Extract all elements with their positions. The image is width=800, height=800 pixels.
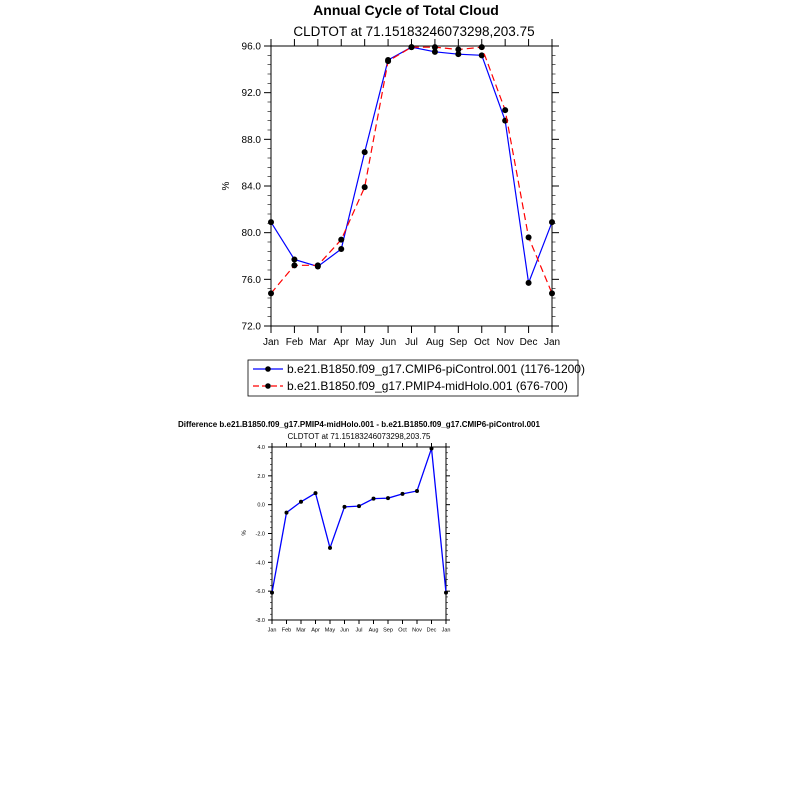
data-point [479, 52, 485, 58]
x-tick-label: Jan [441, 627, 451, 634]
data-point [268, 219, 274, 225]
data-point [314, 491, 318, 495]
data-point [338, 237, 344, 243]
data-point [409, 44, 415, 50]
data-point [343, 505, 347, 509]
x-tick-label: May [324, 627, 336, 634]
data-point [291, 262, 297, 268]
plot-frame [272, 447, 446, 620]
y-tick-label: 76.0 [241, 274, 261, 286]
x-tick-label: Apr [311, 627, 320, 634]
data-point [362, 149, 368, 155]
series-line-0 [272, 448, 446, 592]
data-point [372, 497, 376, 501]
y-tick-label: 4.0 [257, 444, 265, 451]
x-tick-label: Dec [519, 337, 538, 348]
series-line-1 [271, 47, 552, 293]
data-point [430, 446, 434, 450]
x-tick-label: May [355, 337, 375, 348]
data-point [432, 44, 438, 50]
y-tick-label: 88.0 [241, 134, 261, 146]
x-tick-label: Nov [412, 627, 422, 634]
data-point [526, 234, 532, 240]
data-point [270, 591, 274, 595]
y-tick-label: 2.0 [257, 473, 265, 480]
data-point [338, 246, 344, 252]
data-point [362, 184, 368, 190]
diff-subtitle: CLDTOT at 71.15183246073298,203.75 [287, 432, 431, 441]
y-tick-label: 84.0 [241, 181, 261, 193]
y-tick-label: -4.0 [255, 560, 265, 567]
y-tick-label: 72.0 [241, 321, 261, 333]
y-tick-label: -8.0 [255, 617, 265, 624]
y-tick-label: -6.0 [255, 589, 265, 596]
y-tick-label: 92.0 [241, 88, 261, 100]
data-point [268, 290, 274, 296]
x-tick-label: Aug [426, 337, 444, 348]
y-tick-label: 80.0 [241, 228, 261, 240]
x-tick-label: Jan [543, 337, 561, 348]
legend-marker-control [265, 366, 271, 372]
x-tick-label: Jan [267, 627, 277, 634]
data-point [385, 58, 391, 64]
main-ylabel: % [221, 181, 232, 191]
legend-marker-midholo [265, 383, 271, 389]
data-point [455, 47, 461, 53]
x-tick-label: Jul [405, 337, 418, 348]
data-point [357, 504, 361, 508]
data-point [315, 262, 321, 268]
x-tick-label: Jun [380, 337, 397, 348]
y-tick-label: 96.0 [241, 41, 261, 53]
x-tick-label: Dec [426, 627, 437, 634]
data-point [549, 219, 555, 225]
series-line-0 [271, 47, 552, 283]
data-point [328, 546, 332, 550]
main-title: Annual Cycle of Total Cloud [313, 2, 499, 18]
data-point [291, 257, 297, 263]
legend [248, 360, 585, 396]
x-tick-label: Jul [355, 627, 363, 634]
x-tick-label: Sep [383, 627, 393, 634]
y-tick-label: 0.0 [257, 502, 265, 509]
x-tick-label: Aug [368, 627, 379, 634]
x-tick-label: Jun [340, 627, 349, 634]
data-point [386, 496, 390, 500]
diff-ylabel: % [242, 530, 248, 536]
legend-label-control: b.e21.B1850.f09_g17.CMIP6-piControl.001 (1176-1200) [287, 362, 585, 376]
y-tick-label: -2.0 [255, 531, 265, 538]
data-point [526, 280, 532, 286]
x-tick-label: Oct [473, 337, 490, 348]
x-tick-label: Apr [333, 337, 350, 348]
x-tick-label: Mar [309, 337, 327, 348]
data-point [444, 591, 448, 595]
legend-label-midholo: b.e21.B1850.f09_g17.PMIP4-midHolo.001 (676-700) [287, 379, 568, 393]
data-point [479, 44, 485, 50]
data-point [285, 511, 289, 515]
diff-title: Difference b.e21.B1850.f09_g17.PMIP4-midHolo.001 - b.e21.B1850.f09_g17.CMIP6-piControl.001 [178, 420, 540, 429]
x-tick-label: Sep [449, 337, 468, 348]
x-tick-label: Jan [262, 337, 280, 348]
data-point [549, 290, 555, 296]
x-tick-label: Feb [285, 337, 304, 348]
x-tick-label: Feb [281, 627, 292, 634]
data-point [299, 500, 303, 504]
data-point [415, 489, 419, 493]
x-tick-label: Mar [296, 627, 306, 634]
x-tick-label: Oct [398, 627, 407, 634]
data-point [502, 107, 508, 113]
data-point [401, 492, 405, 496]
x-tick-label: Nov [496, 337, 515, 348]
main-subtitle: CLDTOT at 71.15183246073298,203.75 [293, 24, 535, 39]
plot-frame [271, 46, 552, 326]
